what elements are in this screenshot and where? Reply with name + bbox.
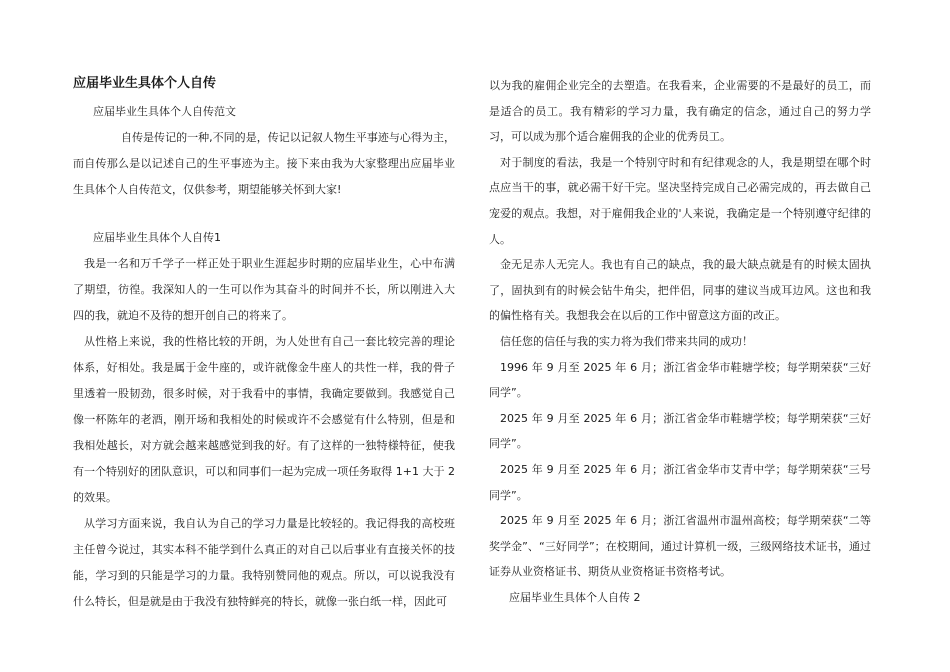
history-item: 2025 年 9 月至 2025 年 6 月；浙江省金华市艾青中学；每学期荣获“三号同学”。 [489, 462, 871, 502]
history-item: 1996 年 9 月至 2025 年 6 月；浙江省金华市鞋塘学校；每学期荣获“三好同学”。 [489, 360, 871, 400]
paragraph: 信任您的信任与我的实力将为我们带来共同的成功！ [500, 334, 753, 348]
document-title: 应届毕业生具体个人自传 [73, 76, 217, 91]
history-item: 2025 年 9 月至 2025 年 6 月；浙江省温州市温州高校；每学期荣获“二等奖学金”、“三好同学”；在校期间，通过计算机一级，三级网络技术证书，通过证券从业资格证书、期货从业资格证书资格考试。 [489, 514, 871, 579]
paragraph: 金无足赤人无完人。我也有自己的缺点，我的最大缺点就是有的时候太固执了，固执到有的时候会钻牛角尖，把伴侣，同事的建议当成耳边风。这也和我的偏性格有关。我想我会在以后的工作中留意这方面的改正。 [489, 258, 871, 323]
paragraph-continued: 以为我的雇佣企业完全的去塑造。在我看来，企业需要的不是最好的员工，而是适合的员工。我有精彩的学习力量，我有确定的信念，通过自己的努力学习，可以成为那个适合雇佣我的企业的优秀员工。 [489, 79, 871, 144]
left-column [73, 70, 455, 615]
section-heading-2: 应届毕业生具体个人自传 2 [509, 590, 641, 604]
section-heading-1: 应届毕业生具体个人自传1 [93, 231, 221, 244]
intro-paragraph: 自传是传记的一种,不同的是，传记以记叙人物生平事迹与心得为主，而自传那么是以记述自己的生平事迹为主。接下来由我为大家整理出应届毕业生具体个人自传范文，仅供参考，期望能够关怀到大家! [73, 131, 455, 196]
paragraph: 我是一名和万千学子一样正处于职业生涯起步时期的应届毕业生，心中布满了期望，彷徨。我深知人的一生可以作为其奋斗的时间并不长，所以刚进入大四的我，就迫不及待的想开创自己的将来了。 [73, 257, 455, 322]
right-column [489, 73, 871, 610]
spacer [73, 203, 455, 225]
paragraph: 从性格上来说，我的性格比较的开朗，为人处世有自己一套比较完善的理论体系，好相处。我是属于金牛座的，或许就像金牛座人的共性一样，我的骨子里透着一股韧劲，很多时候，对于我看中的事情，我确定要做到。我感觉自己像一杯陈年的老酒，刚开场和我相处的时候或许不会感觉有什么特别，但是和我相处越长，对方就会越来越感觉到我的好。有了这样的一独特様特征，使我有一个特别好的团队意识，可以和同事们一起为完成一项任务取得 1+1 大于 2 的效果。 [73, 335, 455, 504]
document-subtitle: 应届毕业生具体个人自传范文 [93, 105, 236, 118]
paragraph: 对于制度的看法，我是一个特别守时和有纪律观念的人，我是期望在哪个时点应当干的事，就必需干好干完。坚决坚持完成自己必需完成的，再去做自己宠爱的观点。我想，对于雇佣我企业的'人来说，我确定是一个特别遵守纪律的人。 [489, 155, 871, 246]
paragraph: 从学习方面来说，我自认为自己的学习力量是比较轻的。我记得我的高校班主任曾今说过，其实本科不能学到什么真正的对自己以后事业有直接关怀的技能，学习到的只能是学习的力量。我特别赞同他的观点。所以，可以说我没有什么特长，但是就是由于我没有独特鲜亮的特长，就像一张白纸一样，因此可 [73, 517, 455, 608]
history-item: 2025 年 9 月至 2025 年 6 月；浙江省金华市鞋塘学校；每学期荣获“三好同学”。 [489, 411, 871, 451]
